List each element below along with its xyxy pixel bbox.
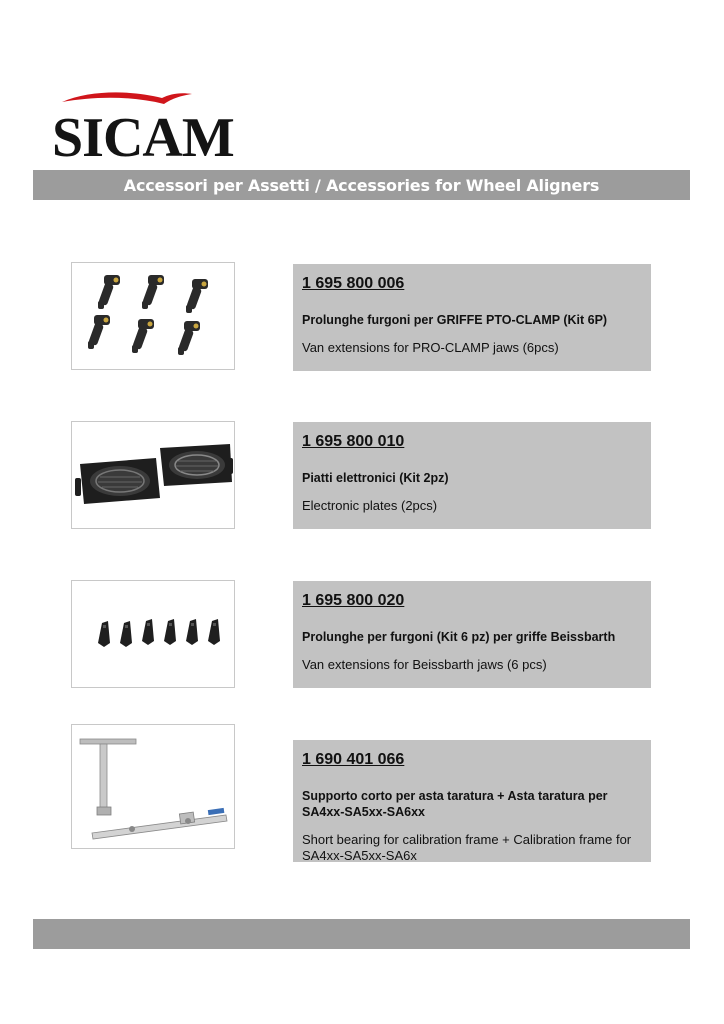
sicam-logo [50,88,260,168]
product-image-3 [71,580,235,688]
product-description-it: Supporto corto per asta taratura + Asta taratura per SA4xx-SA5xx-SA6xx [302,789,608,819]
product-description-en: Short bearing for calibration frame + Calibration frame for SA4xx-SA5xx-SA6x [302,832,632,863]
product-description-it: Prolunghe per furgoni (Kit 6 pz) per griffe Beissbarth [302,630,616,644]
beissbarth-extensions-icon [72,581,234,687]
calibration-frame-icon [72,725,234,848]
product-image-4 [71,724,235,849]
product-info-3 [293,581,651,688]
product-image-2 [71,421,235,529]
product-description-en: Van extensions for PRO-CLAMP jaws (6pcs) [302,340,559,355]
product-code: 1 695 800 020 [302,592,405,609]
footer-bar [33,919,690,949]
product-description-it: Piatti elettronici (Kit 2pz) [302,471,449,485]
product-image-1 [71,262,235,370]
section-title: Accessori per Assetti / Accessories for Wheel Aligners [33,170,690,200]
van-extensions-icon [72,263,234,369]
product-info-4 [293,740,651,862]
logo-text: SICAM [52,107,234,169]
product-code: 1 695 800 010 [302,433,405,450]
product-code: 1 695 800 006 [302,275,405,292]
product-description-it: Prolunghe furgoni per GRIFFE PTO-CLAMP (Kit 6P) [302,313,608,327]
product-info-1 [293,264,651,371]
product-code: 1 690 401 066 [302,751,405,768]
electronic-plates-icon [72,422,234,528]
product-info-2 [293,422,651,529]
product-description-en: Electronic plates (2pcs) [302,498,438,513]
product-description-en: Van extensions for Beissbarth jaws (6 pcs) [302,657,547,672]
